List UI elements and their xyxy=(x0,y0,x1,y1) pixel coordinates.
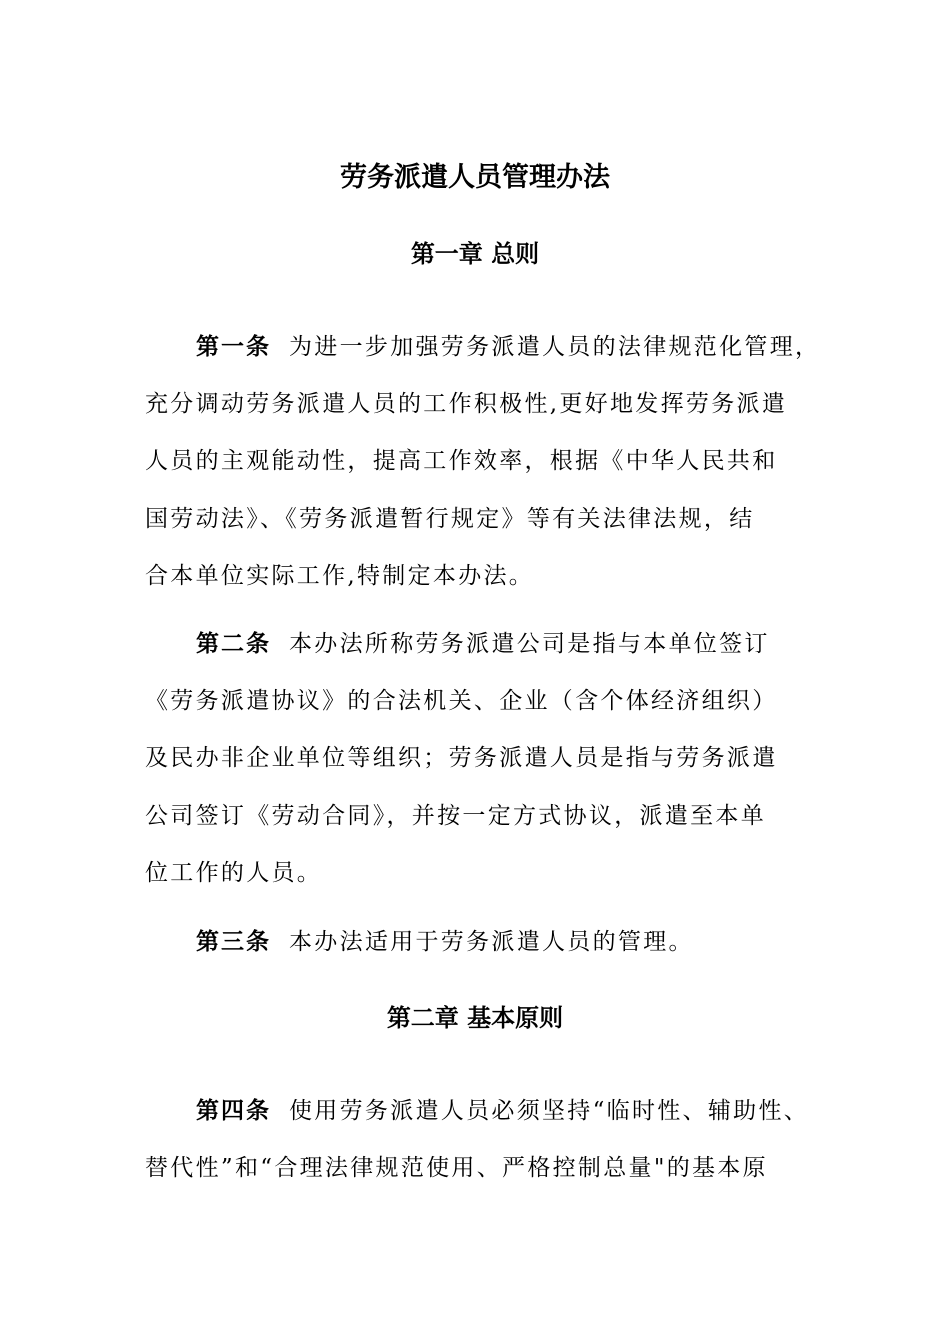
article-4-line-1: 第四条 使用劳务派遣人员必须坚持“临时性、辅助性、 xyxy=(196,1097,810,1124)
article-1-line-3: 人员的主观能动性，提高工作效率，根据《中华人民共和 xyxy=(145,448,778,474)
chapter-heading-2: 第二章 基本原则 xyxy=(386,1003,564,1032)
article-1-line-2: 充分调动劳务派遣人员的工作积极性,更好地发挥劳务派遣 xyxy=(145,390,788,417)
article-2-line-4: 公司签订《劳动合同》，并按一定方式协议，派遣至本单 xyxy=(145,802,766,829)
article-2-label: 第二条 xyxy=(196,630,271,657)
article-2-line-1: 第二条 本办法所称劳务派遣公司是指与本单位签订 xyxy=(196,630,770,657)
article-1-line-1: 第一条 为进一步加强劳务派遣人员的法律规范化管理， xyxy=(196,333,821,360)
article-4 xyxy=(145,1082,835,1197)
chapter-heading-1: 第一章 总则 xyxy=(410,239,540,268)
article-1-label: 第一条 xyxy=(196,333,271,360)
article-2-line-2: 《劳务派遣协议》的合法机关、企业（含个体经济组织） xyxy=(145,687,778,714)
article-2-line-5: 位工作的人员。 xyxy=(145,860,323,886)
article-1-line-4: 国劳动法》、《劳务派遣暂行规定》等有关法律法规，结 xyxy=(145,505,755,532)
article-3-line-1: 第三条 本办法适用于劳务派遣人员的管理。 xyxy=(196,928,694,955)
article-2-line-3: 及民办非企业单位等组织；劳务派遣人员是指与劳务派遣 xyxy=(145,745,778,771)
article-4-label: 第四条 xyxy=(196,1097,271,1124)
article-3-label: 第三条 xyxy=(196,928,271,955)
article-1-line-5: 合本单位实际工作,特制定本办法。 xyxy=(145,563,535,589)
article-1 xyxy=(145,318,835,606)
article-3 xyxy=(145,913,835,971)
article-2 xyxy=(145,615,835,903)
document-title: 劳务派遣人员管理办法 xyxy=(340,162,610,193)
article-4-line-2: 替代性”和“合理法律规范使用、严格控制总量"的基本原 xyxy=(145,1154,768,1181)
